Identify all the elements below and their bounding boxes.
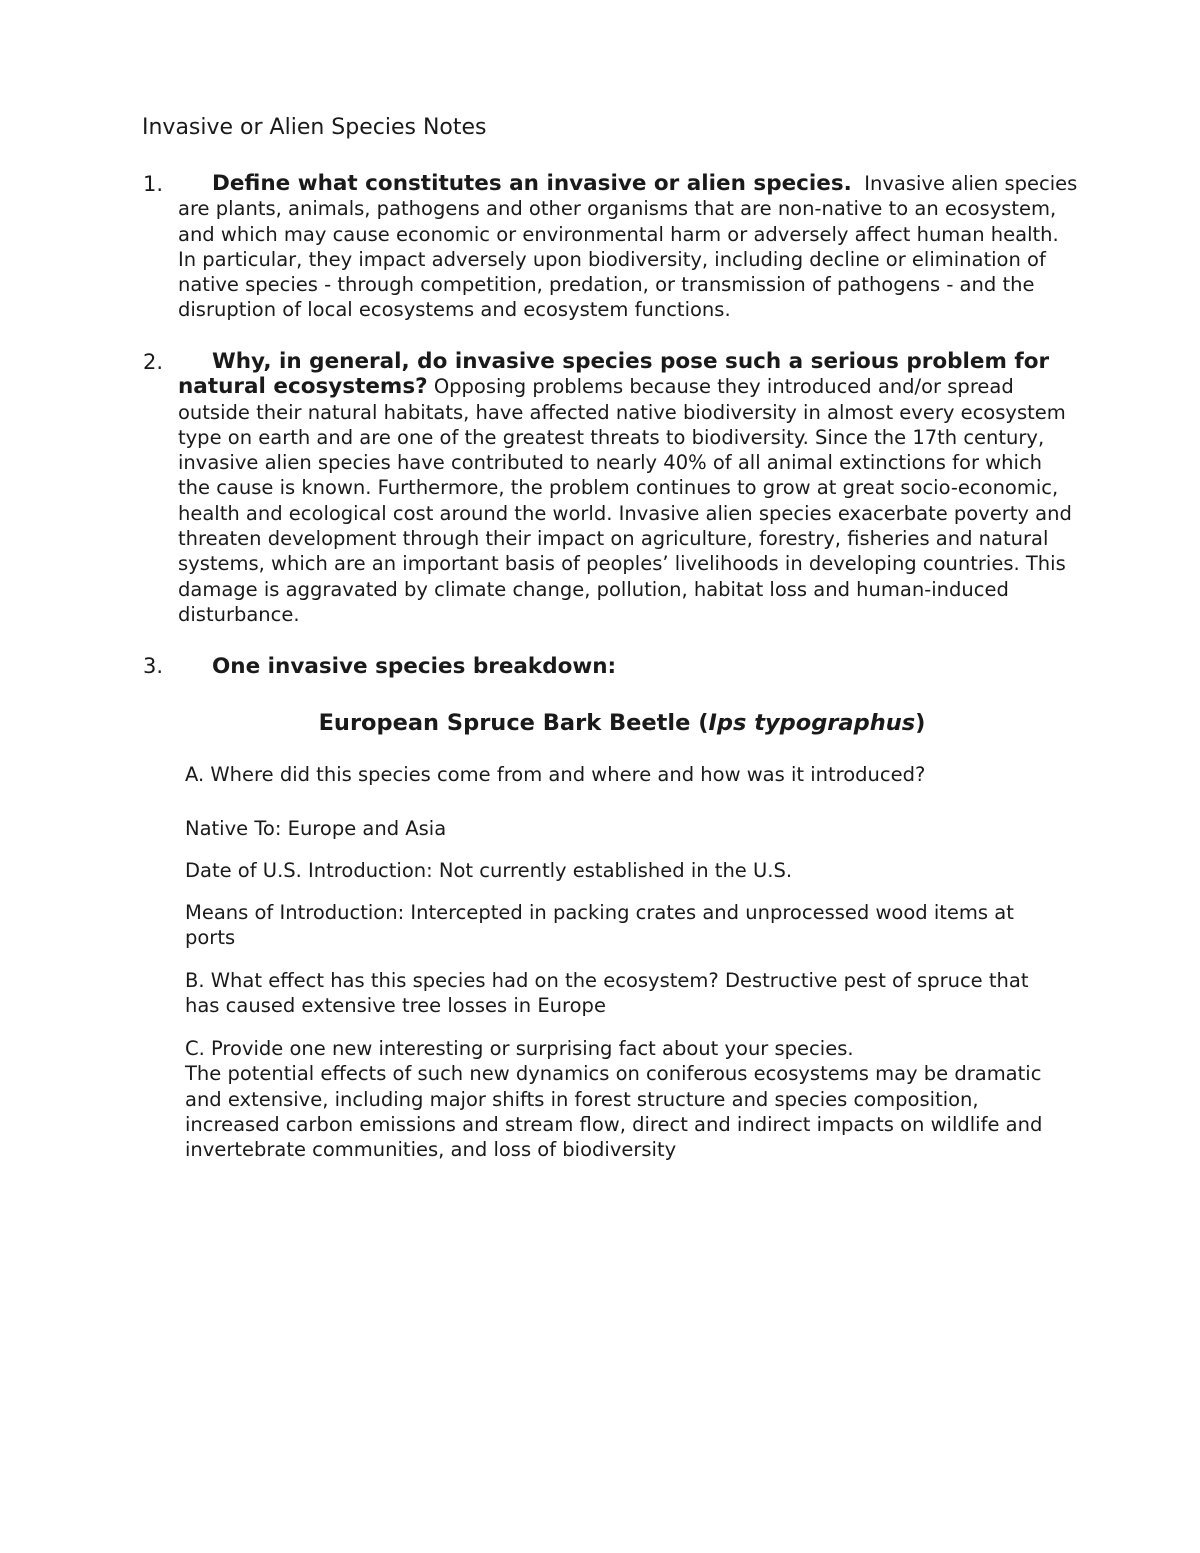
breakdown-question-c: C. Provide one new interesting or surprising fact about your species. [185, 1037, 854, 1060]
species-common-name: European Spruce Bark Beetle ( [318, 710, 709, 736]
question-number: 1. [143, 172, 164, 196]
native-to-line: Native To: Europe and Asia [185, 817, 447, 840]
introduction-date-line: Date of U.S. Introduction: Not currently established in the U.S. [185, 859, 793, 882]
species-scientific-name: Ips typographus [708, 710, 916, 736]
question-prompt: Why, in general, do invasive species pose such a serious problem for natural ecosystems? [178, 349, 1050, 400]
question-answer: Invasive alien species are plants, animals, pathogens and other organisms that are non-native to an ecosystem, and which may cause economic or environmental harm or adversely affect human health. In particular, they impact adversely upon biodiversity, including decline or elimination of native species - through competition, predation, or transmission of pathogens - and the disruption of local ecosystems and ecosystem functions. [178, 172, 1078, 322]
species-heading-close: ) [915, 710, 926, 736]
breakdown-question-a: A. Where did this species come from and where and how was it introduced? [185, 763, 926, 786]
question-prompt: One invasive species breakdown: [212, 654, 617, 679]
question-number: 3. [143, 654, 164, 678]
question-number: 2. [143, 350, 164, 374]
breakdown-question-c-block [185, 1036, 1055, 1162]
introduction-means-line: Means of Introduction: Intercepted in packing crates and unprocessed wood items at ports [185, 901, 1014, 950]
question-prompt: Define what constitutes an invasive or alien species. [212, 171, 852, 196]
question-body [178, 653, 1078, 680]
question-answer: Opposing problems because they introduced and/or spread outside their natural habitats, have affected native biodiversity in almost every ecosystem type on earth and are one of the greatest threats to biodiversity. Since the 17th century, invasive alien species have contributed to nearly 40% of all animal extinctions for which the cause is known. Furthermore, the problem continues to grow at great socio-economic, health and ecological cost around the world. Invasive alien species exacerbate poverty and threaten development through their impact on agriculture, forestry, fisheries and natural systems, which are an important basis of peoples’ livelihoods in developing countries. This damage is aggravated by climate change, pollution, habitat loss and human-induced disturbance. [178, 375, 1072, 626]
species-heading [0, 708, 1200, 738]
breakdown-answer-c: The potential effects of such new dynamics on coniferous ecosystems may be dramatic and extensive, including major shifts in forest structure and species composition, increased carbon emissions and stream flow, direct and indirect impacts on wildlife and invertebrate communities, and loss of biodiversity [185, 1062, 1043, 1162]
question-body [178, 171, 1078, 323]
question-body [178, 349, 1078, 627]
document-title: Invasive or Alien Species Notes [142, 115, 487, 140]
breakdown-question-b: B. What effect has this species had on the ecosystem? Destructive pest of spruce that has caused extensive tree losses in Europe [185, 969, 1029, 1018]
